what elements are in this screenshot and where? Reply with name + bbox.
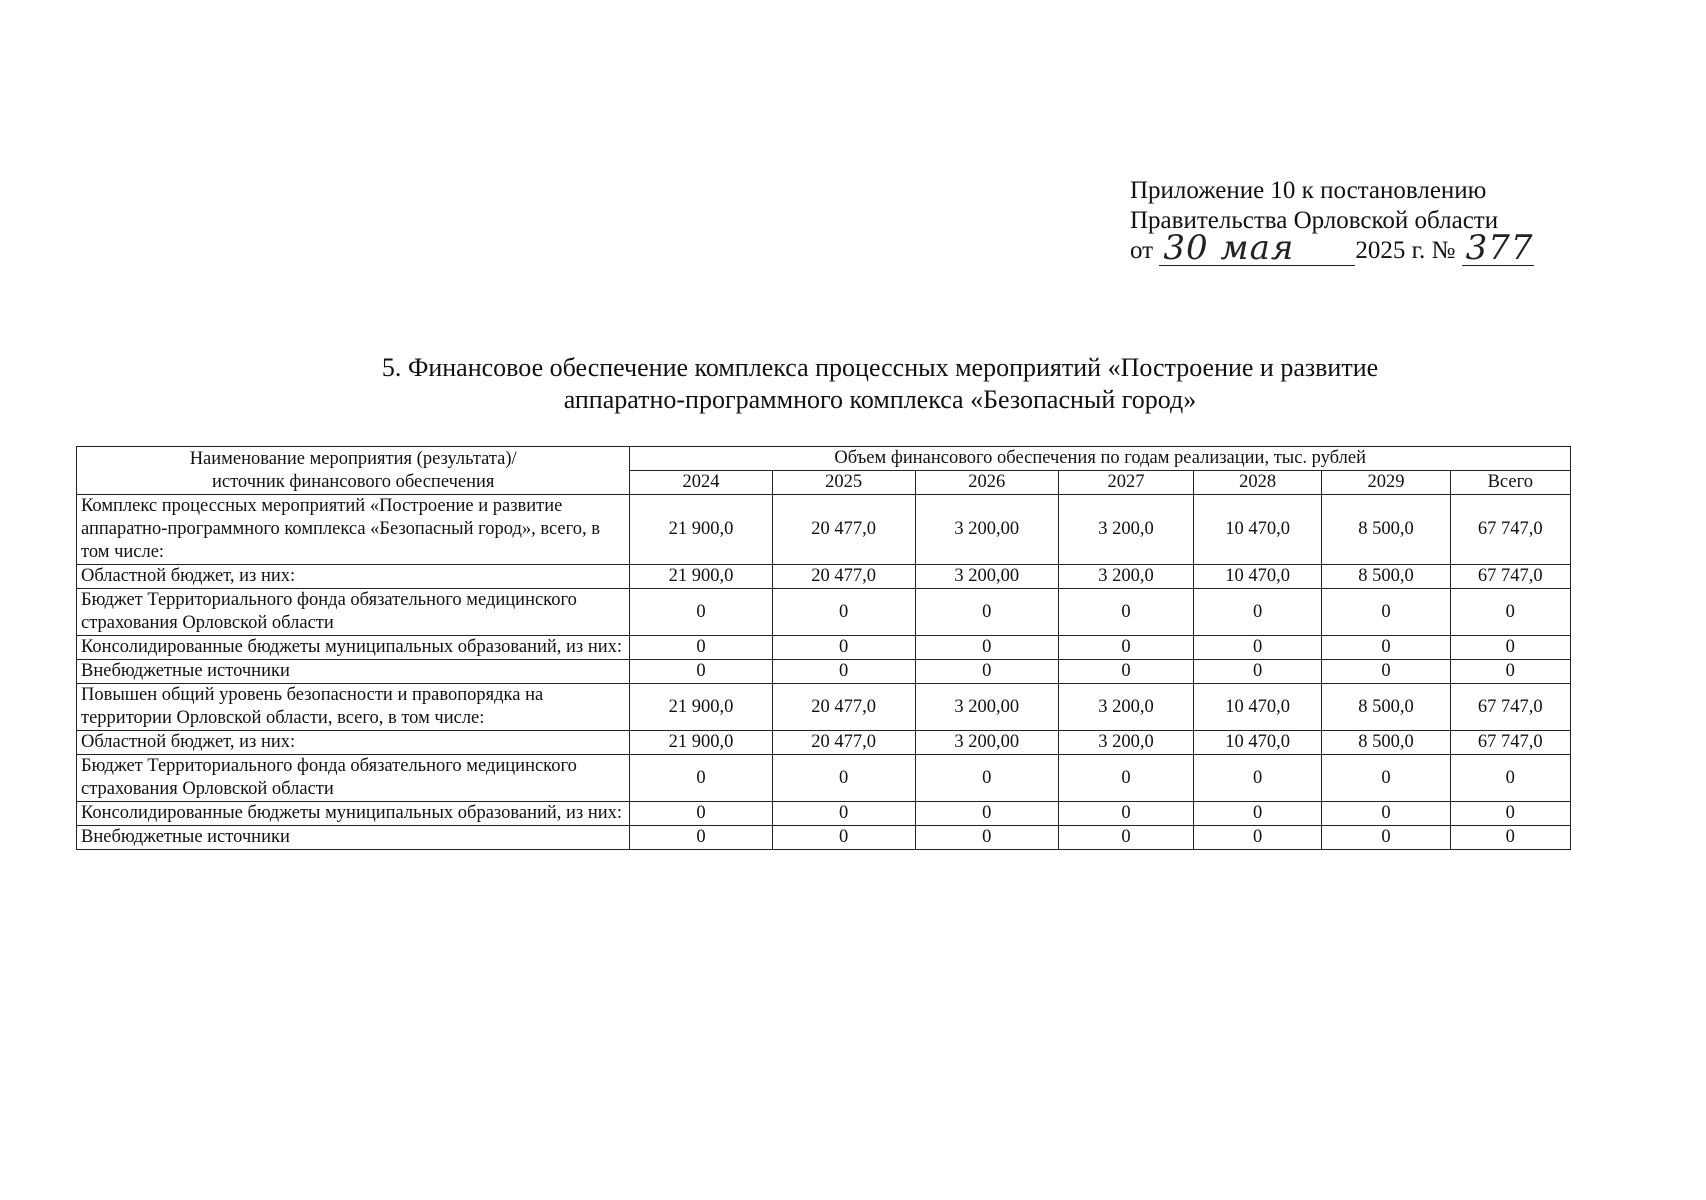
row-value-cell: 0 <box>772 636 915 660</box>
row-value-cell: 20 477,0 <box>772 731 915 755</box>
row-value-cell: 20 477,0 <box>772 684 915 731</box>
row-value-cell: 0 <box>630 636 772 660</box>
row-value-cell: 0 <box>1322 755 1450 802</box>
row-value-cell: 3 200,0 <box>1058 731 1193 755</box>
row-value-cell: 0 <box>1450 802 1570 826</box>
row-value-cell: 67 747,0 <box>1450 565 1570 589</box>
row-value-cell: 0 <box>915 589 1058 636</box>
row-value-cell: 8 500,0 <box>1322 495 1450 565</box>
header-year-cell: 2027 <box>1058 471 1193 495</box>
table-header-row <box>77 447 1571 471</box>
row-name-cell: Областной бюджет, из них: <box>77 565 630 589</box>
handwritten-date: 30 мая <box>1163 228 1295 268</box>
row-value-cell: 21 900,0 <box>630 495 772 565</box>
row-value-cell: 10 470,0 <box>1194 731 1322 755</box>
row-value-cell: 0 <box>772 660 915 684</box>
header-year-cell: 2025 <box>772 471 915 495</box>
header-year-cell: 2026 <box>915 471 1058 495</box>
row-value-cell: 0 <box>1194 802 1322 826</box>
row-value-cell: 67 747,0 <box>1450 495 1570 565</box>
appendix-header <box>1130 176 1590 266</box>
row-value-cell: 0 <box>1194 826 1322 850</box>
row-value-cell: 0 <box>1450 826 1570 850</box>
row-value-cell: 0 <box>1058 589 1193 636</box>
row-value-cell: 0 <box>1450 636 1570 660</box>
row-name-cell: Консолидированные бюджеты муниципальных образований, из них: <box>77 802 630 826</box>
row-value-cell: 0 <box>1322 802 1450 826</box>
row-value-cell: 0 <box>1322 826 1450 850</box>
table-row <box>77 802 1571 826</box>
row-value-cell: 21 900,0 <box>630 731 772 755</box>
table-row <box>77 826 1571 850</box>
row-value-cell: 10 470,0 <box>1194 684 1322 731</box>
table-body <box>77 495 1571 850</box>
section-title-line-1: 5. Финансовое обеспечение комплекса процессных мероприятий «Построение и развитие <box>381 353 1379 382</box>
row-name-cell: Консолидированные бюджеты муниципальных образований, из них: <box>77 636 630 660</box>
table-row <box>77 684 1571 731</box>
header-name-line-1: Наименование мероприятия (результата)/ <box>189 448 517 469</box>
row-name-cell: Областной бюджет, из них: <box>77 731 630 755</box>
row-value-cell: 0 <box>1194 636 1322 660</box>
row-value-cell: 0 <box>772 826 915 850</box>
row-value-cell: 3 200,0 <box>1058 684 1193 731</box>
row-value-cell: 20 477,0 <box>772 565 915 589</box>
row-value-cell: 8 500,0 <box>1322 684 1450 731</box>
row-value-cell: 0 <box>915 755 1058 802</box>
appendix-line-1: Приложение 10 к постановлению <box>1130 177 1487 204</box>
row-value-cell: 0 <box>772 589 915 636</box>
row-value-cell: 0 <box>1322 589 1450 636</box>
row-value-cell: 3 200,00 <box>915 565 1058 589</box>
table-row <box>77 731 1571 755</box>
row-value-cell: 8 500,0 <box>1322 731 1450 755</box>
number-blank <box>1462 228 1534 268</box>
row-value-cell: 8 500,0 <box>1322 565 1450 589</box>
row-value-cell: 67 747,0 <box>1450 731 1570 755</box>
header-volume-group: Объем финансового обеспечения по годам реализации, тыс. рублей <box>630 447 1571 471</box>
row-value-cell: 0 <box>630 802 772 826</box>
row-value-cell: 0 <box>1058 636 1193 660</box>
row-value-cell: 0 <box>1194 755 1322 802</box>
handwritten-number: 377 <box>1465 228 1534 268</box>
section-title <box>230 352 1530 416</box>
financing-table <box>76 446 1571 850</box>
row-value-cell: 0 <box>1194 660 1322 684</box>
row-value-cell: 3 200,00 <box>915 731 1058 755</box>
row-value-cell: 0 <box>1058 802 1193 826</box>
row-value-cell: 0 <box>772 802 915 826</box>
row-value-cell: 0 <box>630 660 772 684</box>
row-value-cell: 0 <box>915 802 1058 826</box>
section-title-line-2: аппаратно-программного комплекса «Безопасный город» <box>563 385 1197 414</box>
row-value-cell: 0 <box>630 826 772 850</box>
row-value-cell: 0 <box>1058 755 1193 802</box>
header-year-cell: Всего <box>1450 471 1570 495</box>
row-name-cell: Бюджет Территориального фонда обязательного медицинского страхования Орловской области <box>77 755 630 802</box>
row-value-cell: 3 200,00 <box>915 684 1058 731</box>
row-value-cell: 67 747,0 <box>1450 684 1570 731</box>
row-name-cell: Внебюджетные источники <box>77 660 630 684</box>
row-value-cell: 0 <box>1058 660 1193 684</box>
row-name-cell: Бюджет Территориального фонда обязательного медицинского страхования Орловской области <box>77 589 630 636</box>
table-row <box>77 495 1571 565</box>
header-name-column <box>77 447 630 495</box>
row-value-cell: 0 <box>915 660 1058 684</box>
row-value-cell: 0 <box>1450 589 1570 636</box>
date-blank <box>1159 228 1355 268</box>
row-value-cell: 0 <box>772 755 915 802</box>
row-value-cell: 0 <box>1450 660 1570 684</box>
row-value-cell: 10 470,0 <box>1194 495 1322 565</box>
row-value-cell: 0 <box>915 636 1058 660</box>
table-row <box>77 660 1571 684</box>
row-name-cell: Внебюджетные источники <box>77 826 630 850</box>
table-row <box>77 589 1571 636</box>
row-value-cell: 3 200,0 <box>1058 565 1193 589</box>
row-value-cell: 0 <box>1322 636 1450 660</box>
header-year-cell: 2029 <box>1322 471 1450 495</box>
row-value-cell: 0 <box>1194 589 1322 636</box>
row-value-cell: 20 477,0 <box>772 495 915 565</box>
appendix-year-text: 2025 г. № <box>1355 237 1456 264</box>
table-row <box>77 565 1571 589</box>
table-row <box>77 755 1571 802</box>
row-value-cell: 0 <box>1058 826 1193 850</box>
table-row <box>77 636 1571 660</box>
row-value-cell: 3 200,0 <box>1058 495 1193 565</box>
appendix-line-2: Правительства Орловской области <box>1130 207 1499 234</box>
row-name-cell: Комплекс процессных мероприятий «Построение и развитие аппаратно-программного комплекса «Безопасный город», всего, в том числе: <box>77 495 630 565</box>
row-value-cell: 3 200,00 <box>915 495 1058 565</box>
row-value-cell: 0 <box>630 589 772 636</box>
header-name-line-2: источник финансового обеспечения <box>211 471 495 492</box>
row-value-cell: 10 470,0 <box>1194 565 1322 589</box>
row-value-cell: 21 900,0 <box>630 565 772 589</box>
row-value-cell: 0 <box>915 826 1058 850</box>
header-year-cell: 2028 <box>1194 471 1322 495</box>
header-year-cell: 2024 <box>630 471 772 495</box>
appendix-signature-line <box>1130 228 1590 268</box>
row-value-cell: 0 <box>1322 660 1450 684</box>
row-name-cell: Повышен общий уровень безопасности и правопорядка на территории Орловской области, всего, в том числе: <box>77 684 630 731</box>
row-value-cell: 21 900,0 <box>630 684 772 731</box>
row-value-cell: 0 <box>1450 755 1570 802</box>
row-value-cell: 0 <box>630 755 772 802</box>
appendix-prefix: от <box>1130 237 1154 264</box>
